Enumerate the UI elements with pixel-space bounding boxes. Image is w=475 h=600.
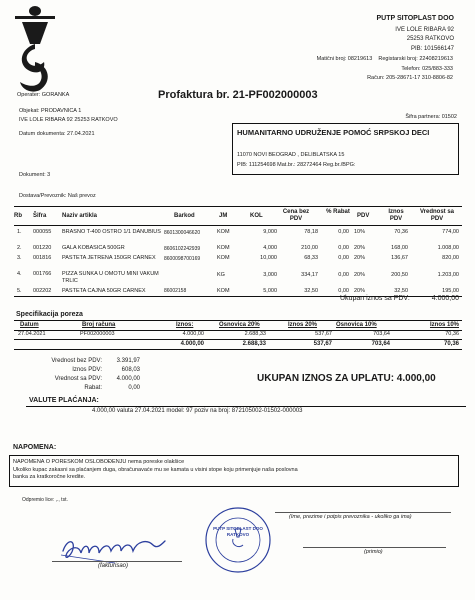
cell-rb: 3. — [17, 255, 22, 261]
cell-kol: 10,000 — [260, 255, 277, 261]
spec-col-iznos20: Iznos 20% — [288, 322, 318, 328]
summary-label: Iznos PDV: — [72, 367, 102, 373]
summary-label: Vrednost sa PDV: — [54, 376, 102, 382]
cell-cena: 210,00 — [301, 245, 318, 251]
cell-pdv: 20% — [354, 272, 366, 278]
datum-dokumenta: Datum dokumenta: 27.04.2021 — [19, 131, 95, 137]
cell-jm: KG — [217, 272, 225, 278]
dokument-number: Dokument: 3 — [19, 172, 51, 178]
company-registarski: Registarski broj: 22408219613 — [378, 56, 453, 62]
otpremio-label: Odpremio lice: ,., tst. — [22, 497, 68, 503]
summary-label: Vrednost bez PDV: — [51, 358, 102, 364]
operater: Operater: GORANKA — [17, 92, 70, 98]
company-telefon: Telefon: 025/883-333 — [401, 66, 453, 72]
cell-jm: KOM — [217, 288, 230, 294]
document-title: Profaktura br. 21-PF002000003 — [158, 89, 318, 101]
spec-col-osnovica20: Osnovica 20% — [219, 322, 260, 328]
spec-col-iznos: Iznos: — [176, 322, 194, 328]
buyer-ids: PIB: 111254698 Mat.br.: 28272464 Reg.br./BPG: — [237, 162, 356, 168]
company-racun: Račun: 205-28671-17 310-8806-82 — [367, 75, 453, 81]
spec-iznos20: 537,67 — [315, 331, 332, 337]
company-address-line: IVE LOLE RIBARA 92 — [395, 27, 454, 33]
spec-rule — [14, 349, 462, 350]
cell-barkod: 8601300046620 — [164, 230, 201, 236]
table-row — [0, 253, 475, 269]
summary-value: 0,00 — [128, 385, 140, 391]
cell-jm: KOM — [217, 255, 230, 261]
spec-iznos: 4.000,00 — [182, 331, 204, 337]
col-naziv: Naziv artikla — [62, 213, 98, 219]
cell-barkod: 8606102242939 — [164, 246, 201, 252]
company-name: PUTP SITOPLAST DOO — [376, 15, 454, 22]
cell-rabat: 0,00 — [338, 229, 349, 235]
col-cena: Cena bez PDV — [282, 209, 310, 222]
valute-rule — [26, 406, 466, 407]
table-row — [0, 269, 475, 287]
cell-iznos-pdv: 136,67 — [391, 255, 408, 261]
spec-iznos10: 70,36 — [445, 331, 459, 337]
spec-col-datum: Datum — [20, 322, 39, 328]
cell-naziv: PIZZA SUNKA U OMOTU MINI VAKUM TRLIC — [62, 271, 159, 284]
cell-naziv: BRASNO T-400 OSTRO 1/1 DANUBIUS — [62, 229, 161, 235]
spec-col-osnovica10: Osnovica 10% — [336, 322, 377, 328]
cell-cena: 78,18 — [304, 229, 318, 235]
cell-barkod: 8600098700169 — [164, 256, 201, 262]
primio-label: (primio) — [364, 549, 383, 555]
cell-pdv: 20% — [354, 255, 366, 261]
ukupan-iznos-value: 4.000,00 — [431, 295, 459, 302]
fakturisao-label: (fakturisao) — [98, 563, 129, 569]
cell-cena: 334,17 — [301, 272, 318, 278]
ukupan-iznos-label: Ukupan iznos sa PDV: — [340, 295, 410, 302]
valute-title: VALUTE PLAĆANJA: — [29, 397, 99, 404]
cell-iznos-pdv: 200,50 — [391, 272, 408, 278]
company-maticni: Matični broj: 08219613 — [316, 56, 373, 62]
spec-col-broj: Broj računa — [82, 322, 116, 328]
spec-total-osnovica10: 703,64 — [371, 341, 390, 347]
napomena-title: NAPOMENA: — [13, 444, 57, 451]
col-jm: JM — [219, 213, 228, 219]
cell-rabat: 0,00 — [338, 288, 349, 294]
napomena-line: Ukoliko kupac zakasni sa plaćanjem duga, obračunavaće mu se kamata u visini stope koju primenjuje naša poslovna banka za kratkoročne kredite. — [13, 467, 298, 480]
buyer-name: HUMANITARNO UDRUŽENJE POMOĆ SRPSKOJ DECI — [237, 128, 430, 137]
cell-sifra: 001220 — [33, 245, 52, 251]
company-logo — [10, 4, 60, 94]
cell-kol: 3,000 — [263, 272, 277, 278]
cell-kol: 9,000 — [263, 229, 277, 235]
cell-kol: 4,000 — [263, 245, 277, 251]
cell-rabat: 0,00 — [338, 245, 349, 251]
col-pdv: PDV — [357, 213, 370, 219]
cell-rb: 4. — [17, 271, 22, 277]
col-vrednost: Vrednost sa PDV — [419, 209, 454, 222]
col-kol: KOL — [250, 213, 263, 219]
dostava: Dostava/Prevoznik: Naš prevoz — [19, 193, 96, 199]
buyer-box — [232, 123, 459, 175]
spec-rule — [14, 320, 462, 321]
cell-iznos-pdv: 32,50 — [394, 288, 408, 294]
spec-total-iznos10: 70,36 — [443, 341, 459, 347]
napomena-line: NAPOMENA O PORESKOM OSLOBOĐENJU nema poreske olakšice — [13, 459, 185, 465]
summary-value: 3.391,97 — [116, 358, 140, 364]
spec-rule — [14, 339, 462, 340]
cell-kol: 5,000 — [263, 288, 277, 294]
spec-col-iznos10: Iznos 10% — [429, 322, 459, 328]
cell-cena: 32,50 — [304, 288, 318, 294]
company-address-line: 25253 RATKOVO — [406, 36, 454, 42]
cell-sifra: 000055 — [33, 229, 52, 235]
col-barkod: Barkod — [174, 213, 195, 219]
cell-sifra: 001816 — [33, 255, 52, 261]
cell-jm: KOM — [217, 245, 230, 251]
company-stamp — [203, 505, 273, 575]
cell-vrednost: 1.008,00 — [437, 245, 459, 251]
cell-pdv: 10% — [354, 229, 366, 235]
cell-pdv: 20% — [354, 288, 366, 294]
cell-naziv: PASTETA CAJNA 50GR CARNEX — [62, 288, 146, 294]
cell-sifra: 002202 — [33, 288, 52, 294]
napomena-box — [9, 455, 459, 487]
cell-vrednost: 774,00 — [442, 229, 459, 235]
spec-osnovica10: 703,64 — [373, 331, 390, 337]
col-rabat: % Rabat — [326, 209, 350, 215]
cell-naziv: PASTETA JETRENA 150GR CARNEX — [62, 255, 156, 261]
summary-value: 4.000,00 — [116, 376, 140, 382]
cell-rabat: 0,00 — [338, 272, 349, 278]
cell-naziv: GALA KOBASICA 500GR — [62, 245, 125, 251]
summary-label: Rabat: — [84, 385, 102, 391]
col-iznos-pdv: Iznos PDV — [388, 209, 404, 222]
spec-broj: PF002000003 — [80, 331, 115, 337]
cell-jm: KOM — [217, 229, 230, 235]
company-pib: PIB: 101566147 — [410, 46, 454, 52]
buyer-address: 11070 NOVI BEOGRAD , DELIBLATSKA 15 — [237, 152, 345, 158]
spec-total-iznos: 4.000,00 — [180, 341, 204, 347]
col-rb: Rb — [14, 213, 22, 219]
cell-rb: 1. — [17, 229, 22, 235]
objekat-name: Objekat: PRODAVNICA 1 — [19, 108, 82, 114]
valute-line: 4.000,00 valuta 27.04.2021 model: 97 poziv na broj: 872105002-01502-000003 — [92, 408, 303, 414]
cell-vrednost: 195,00 — [442, 288, 459, 294]
sifra-partnera: Šifra partnera: 01502 — [405, 114, 457, 120]
table-rule — [14, 225, 462, 226]
table-rule — [14, 206, 462, 207]
prevoznik-label: (Ime, prezime i potpis prevoznika - ukoliko ga ima) — [289, 514, 412, 520]
stamp-text: PUTP SITOPLAST DOO RATKOVO — [213, 526, 263, 537]
cell-vrednost: 820,00 — [442, 255, 459, 261]
spec-osnovica20: 2.688,33 — [244, 331, 266, 337]
spec-datum: 27.04.2021 — [18, 331, 46, 337]
spec-total-osnovica20: 2.688,33 — [242, 341, 266, 347]
cell-rabat: 0,00 — [338, 255, 349, 261]
table-row — [0, 227, 475, 241]
cell-rb: 2. — [17, 245, 22, 251]
objekat-address: IVE LOLE RIBARA 92 25253 RATKOVO — [19, 117, 118, 123]
cell-iznos-pdv: 70,36 — [394, 229, 408, 235]
cell-sifra: 001766 — [33, 271, 52, 277]
spec-title: Specifikacija poreza — [16, 311, 83, 318]
cell-pdv: 20% — [354, 245, 366, 251]
ukupno-za-uplatu: UKUPAN IZNOS ZA UPLATU: 4.000,00 — [257, 373, 436, 384]
cell-cena: 68,33 — [304, 255, 318, 261]
cell-vrednost: 1.203,00 — [437, 272, 459, 278]
prevoznik-line — [275, 512, 451, 513]
cell-iznos-pdv: 168,00 — [391, 245, 408, 251]
cell-rb: 5. — [17, 288, 22, 294]
company-registration — [317, 56, 453, 63]
cell-barkod: 86002158 — [164, 288, 187, 294]
spec-total-iznos20: 537,67 — [313, 341, 332, 347]
primio-line — [303, 547, 446, 548]
summary-value: 608,03 — [121, 367, 140, 373]
col-sifra: Šifra — [33, 213, 47, 219]
signature-line — [52, 561, 182, 562]
